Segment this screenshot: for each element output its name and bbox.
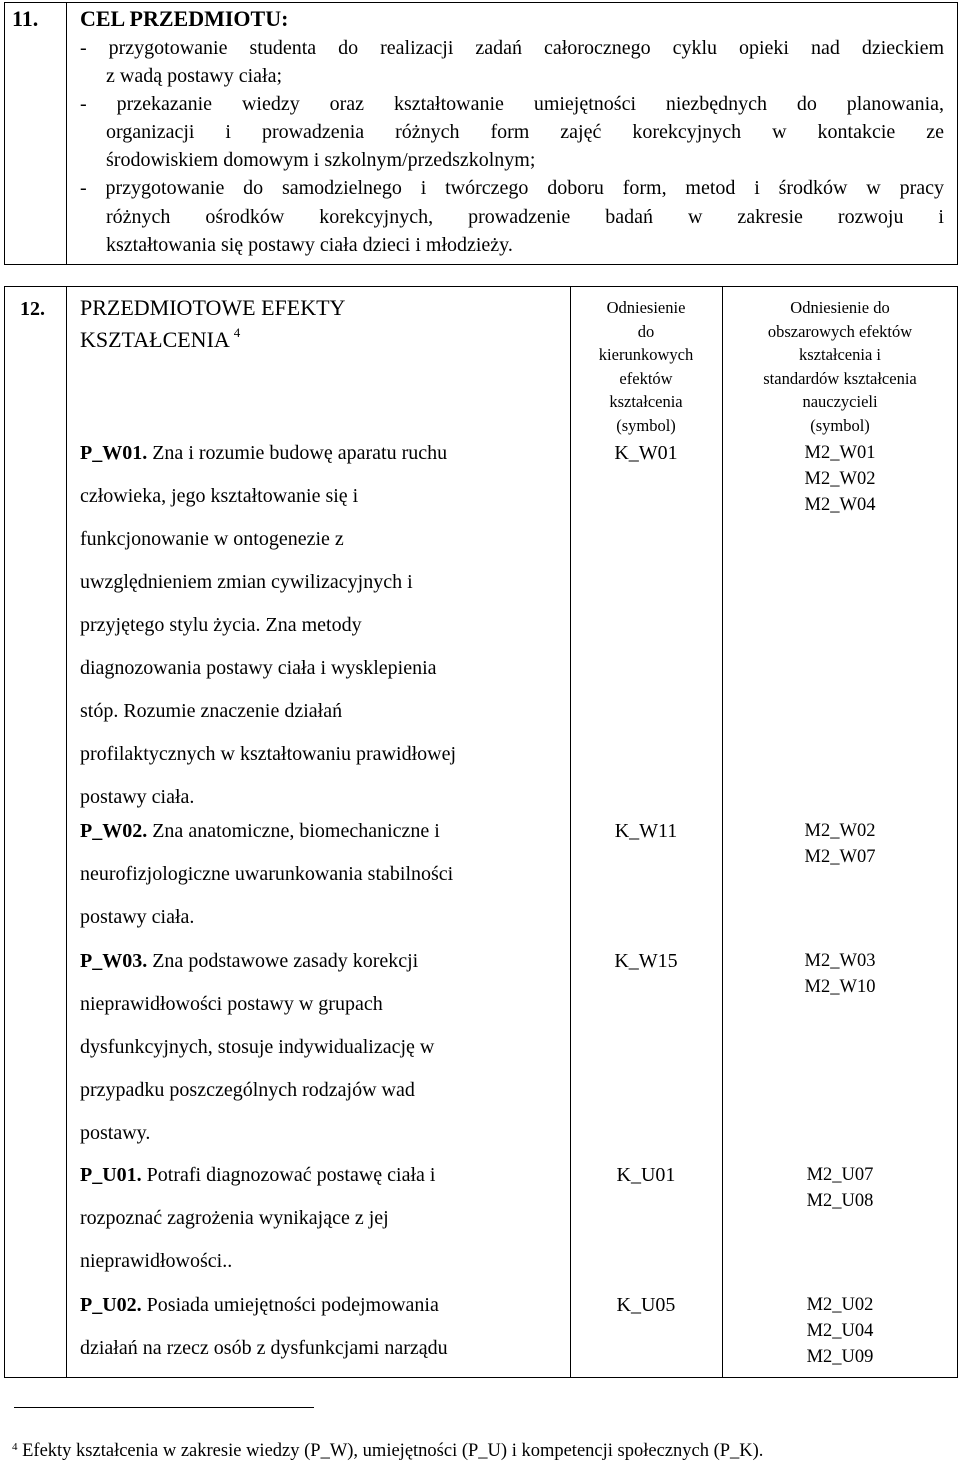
effect-description-line: postawy ciała. <box>80 786 195 808</box>
obszarowy-symbol: M2_U08 <box>806 1191 874 1211</box>
effect-description-line: funkcjonowanie w ontogenezie z <box>80 528 344 550</box>
section-12-title-text: KSZTAŁCENIA <box>80 327 230 352</box>
obszarowy-symbol: M2_W02 <box>804 469 876 489</box>
effect-description-line: nieprawidłowości postawy w grupach <box>80 993 383 1015</box>
obszar-header-line: standardów kształcenia <box>763 368 917 388</box>
obszar-header-line: obszarowych efektów <box>767 321 913 341</box>
goal-line: różnych ośrodków korekcyjnych, prowadzenie badań w zakresie rozwoju i <box>106 206 944 228</box>
effect-description-line <box>80 1162 435 1188</box>
goal-line: - przygotowanie do samodzielnego i twórczego doboru form, metod i środków w pracy <box>80 177 944 199</box>
obszarowy-symbol: M2_W02 <box>804 821 876 841</box>
kier-header-line: Odniesienie <box>606 298 686 317</box>
section-11-title: CEL PRZEDMIOTU: <box>80 6 289 31</box>
effect-text: Potrafi diagnozować postawę ciała i <box>141 1164 436 1186</box>
effect-description-line: nieprawidłowości.. <box>80 1250 233 1272</box>
effect-description-line: postawy. <box>80 1122 151 1144</box>
effect-description-line: diagnozowania postawy ciała i wysklepienia <box>80 657 437 679</box>
kierunkowy-symbol: K_W11 <box>614 820 678 842</box>
section-11-divider <box>66 2 67 265</box>
kier-header-line: efektów <box>619 368 673 388</box>
effect-description-line: rozpoznać zagrożenia wynikające z jej <box>80 1207 389 1229</box>
obszar-header-line: Odniesienie do <box>790 298 890 317</box>
obszarowy-symbol: M2_U02 <box>806 1295 874 1315</box>
effect-text: Zna podstawowe zasady korekcji <box>147 950 419 972</box>
goal-line: organizacji i prowadzenia różnych form zajęć korekcyjnych w kontakcie ze <box>106 121 944 143</box>
effect-text: Zna anatomiczne, biomechaniczne i <box>147 820 440 842</box>
effect-text: Zna i rozumie budowę aparatu ruchu <box>147 442 448 464</box>
footnote <box>12 1441 763 1462</box>
kier-header-line: kształcenia <box>609 392 683 412</box>
section-12-divider-1 <box>66 286 67 1378</box>
effect-text: Posiada umiejętności podejmowania <box>141 1294 439 1316</box>
goal-line: - przygotowanie studenta do realizacji zadań całorocznego cyklu opieki nad dzieckiem <box>80 37 944 59</box>
kier-header-line: (symbol) <box>616 415 676 435</box>
footnote-marker: 4 <box>12 1441 18 1453</box>
effect-description-line: postawy ciała. <box>80 906 195 928</box>
section-12-title-line2 <box>80 325 240 353</box>
section-12-title-line1: PRZEDMIOTOWE EFEKTY <box>80 295 346 320</box>
effect-description-line <box>80 948 418 974</box>
kierunkowe-efekty-header <box>570 296 722 438</box>
kierunkowy-symbol: K_U01 <box>616 1164 676 1186</box>
footnote-separator <box>14 1407 314 1408</box>
kierunkowy-symbol: K_U05 <box>616 1294 676 1316</box>
obszarowy-symbol: M2_W04 <box>804 495 876 515</box>
obszarowy-symbol: M2_W03 <box>804 951 876 971</box>
goal-line: kształtowania się postawy ciała dzieci i młodzieży. <box>106 234 513 256</box>
effect-description-line: neurofizjologiczne uwarunkowania stabilności <box>80 863 454 885</box>
kierunkowy-symbol: K_W15 <box>614 950 678 972</box>
effect-code: P_W02. <box>80 820 148 842</box>
section-12-number: 12. <box>20 298 45 320</box>
obszar-header-line: (symbol) <box>810 415 870 435</box>
footnote-text: Efekty kształcenia w zakresie wiedzy (P_W), umiejętności (P_U) i kompetencji społecznych (P_K). <box>17 1441 764 1461</box>
effect-code: P_U01. <box>80 1164 142 1186</box>
effect-description-line: działań na rzecz osób z dysfunkcjami narządu <box>80 1337 448 1359</box>
obszar-header-line: nauczycieli <box>802 392 878 412</box>
effect-description-line <box>80 440 447 466</box>
obszar-header-line: kształcenia i <box>798 345 881 365</box>
goal-line: - przekazanie wiedzy oraz kształtowanie umiejętności niezbędnych do planowania, <box>80 93 944 115</box>
effect-description-line <box>80 1292 439 1318</box>
footnote-reference: 4 <box>233 325 241 340</box>
obszarowy-symbol: M2_W10 <box>804 977 876 997</box>
effect-description-line: przyjętego stylu życia. Zna metody <box>80 614 362 636</box>
kier-header-line: kierunkowych <box>598 345 694 365</box>
effect-code: P_W01. <box>80 442 148 464</box>
goal-line: z wadą postawy ciała; <box>106 65 283 87</box>
effect-code: P_U02. <box>80 1294 142 1316</box>
effect-description-line: stóp. Rozumie znaczenie działań <box>80 700 343 722</box>
obszarowy-symbol: M2_W01 <box>804 443 876 463</box>
kier-header-line: do <box>637 321 655 341</box>
obszarowy-symbol: M2_U07 <box>806 1165 874 1185</box>
section-11-number: 11. <box>12 6 39 31</box>
effect-description-line: człowieka, jego kształtowanie się i <box>80 485 359 507</box>
effect-code: P_W03. <box>80 950 148 972</box>
obszarowe-efekty-header <box>722 296 958 438</box>
obszarowy-symbol: M2_U09 <box>806 1347 874 1367</box>
kierunkowy-symbol: K_W01 <box>614 442 678 464</box>
effect-description-line: przypadku poszczególnych rodzajów wad <box>80 1079 415 1101</box>
obszarowy-symbol: M2_W07 <box>804 847 876 867</box>
effect-description-line: profilaktycznych w kształtowaniu prawidłowej <box>80 743 456 765</box>
goal-line: środowiskiem domowym i szkolnym/przedszkolnym; <box>106 149 536 171</box>
effect-description-line <box>80 818 440 844</box>
obszarowy-symbol: M2_U04 <box>806 1321 874 1341</box>
effect-description-line: uwzględnieniem zmian cywilizacyjnych i <box>80 571 413 593</box>
effect-description-line: dysfunkcyjnych, stosuje indywidualizację w <box>80 1036 435 1058</box>
